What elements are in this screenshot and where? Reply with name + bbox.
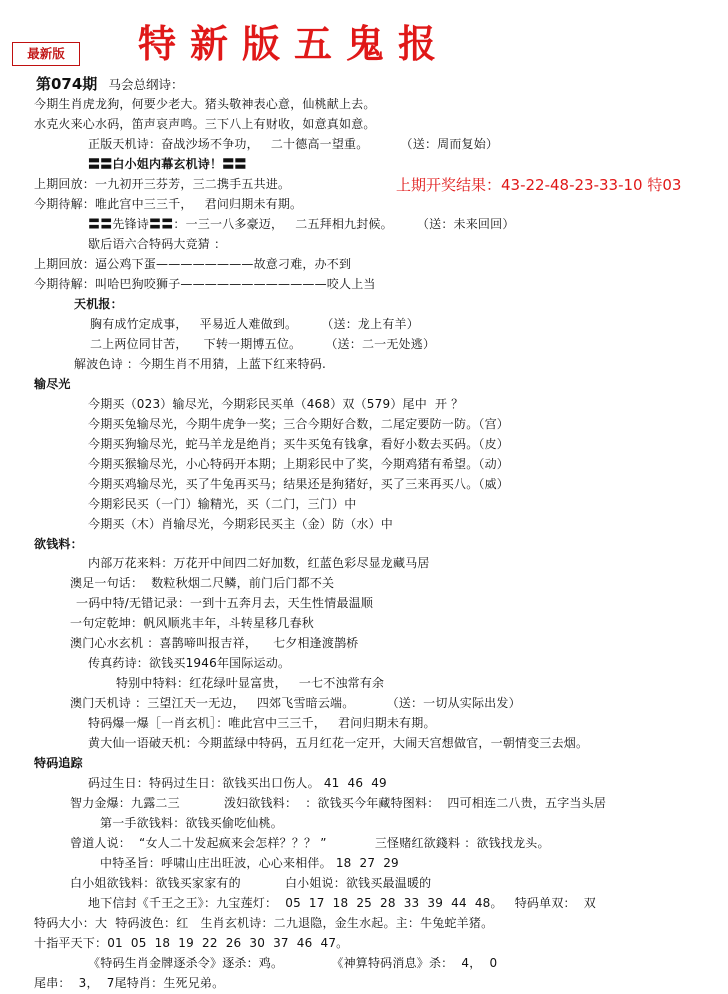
lose-all-22: 今期买（木）肖输尽光，今期彩民买主（金）防（水）中 xyxy=(88,517,394,531)
lose-all-16: 今期买（023）输尽光，今期彩民买单（468）双（579）尾中 开 ？ xyxy=(88,397,464,411)
birthday-code-35: 码过生日：特码过生日：欲钱买出口伤人。 41 46 49 xyxy=(88,776,387,790)
underground-envelope-41: 地下信封《千王之王》：九宝莲灯： 05 17 18 25 28 33 39 44 48。 特码单双： 双 xyxy=(88,896,596,910)
wave-color-poem-14: 解波色诗 ：今期生肖不用猜，上蓝下红来特码. xyxy=(74,357,327,371)
last-review-9: 上期回放：逼公鸡下蛋————————故意刁难，办不到 xyxy=(34,257,352,271)
one-code-record-26: 一码中特/无错记录：一到十五奔月去，天生性情最温顺 xyxy=(76,596,374,610)
lose-all-19: 今期买猴输尽光，小心特码开本期；上期彩民中了奖，今期鸡猪有希望。（动） xyxy=(88,457,510,471)
lose-all-17: 今期买兔输尽光，今期牛虎争一奖；三合今期好合数，二尾定要防一防。（宫） xyxy=(88,417,510,431)
ten-fingers-43: 十指平天下：01 05 18 19 22 26 30 37 46 47。 xyxy=(34,936,349,950)
tail-string-45: 尾串： 3， 7尾特肖：生死兄弟。 xyxy=(34,976,225,990)
poem-line-1: 今期生肖虎龙狗，何要少老大。猪头敬神表心意，仙桃献上去。 xyxy=(34,97,376,111)
lose-all-18: 今期买狗输尽光，蛇马羊龙是绝肖；买牛买兔有钱拿，看好小数去买码。（皮） xyxy=(88,437,510,451)
latest-edition-badge: 最新版 xyxy=(12,42,80,66)
tianji-report-heading-11: 天机报： xyxy=(74,297,123,311)
one-line-decide-27: 一句定乾坤：帆风顺兆丰年，斗转星移几春秋 xyxy=(70,616,315,630)
special-material-30: 特别中特料：红花绿叶显富贵， 一七不浊常有余 xyxy=(116,676,385,690)
to-solve-6: 今期待解：唯此宫中三三千， 君问归期未有期。 xyxy=(34,197,303,211)
first-hand-37: 第一手欲钱料：欲钱买偷吃仙桃。 xyxy=(100,816,284,830)
wong-tai-sin-33: 黄大仙一语破天机：今期蓝绿中特码，五月红花一定开，大闹天宫想做官，一朝情变三去烟。 xyxy=(88,736,589,750)
lose-all-heading-15: 输尽光 xyxy=(34,377,71,391)
issue-number xyxy=(36,74,184,95)
issue-subtitle: 马会总纲诗： xyxy=(108,77,184,92)
fax-poem-29: 传真药诗：欲钱买1946年国际运动。 xyxy=(88,656,291,670)
last-review-5: 上期回放：一九初开三芬芳，三二携手五共进。 xyxy=(34,177,291,191)
tianji-report-13: 二上两位同甘苦， 下转一期博五位。 （送：二一无处逃） xyxy=(90,337,436,351)
tianji-poem-3: 正版天机诗：奋战沙场不争功， 二十德高一望重。 （送：周而复始） xyxy=(88,137,499,151)
issue-label: 第074期 xyxy=(36,75,98,93)
macau-one-line-25: 澳足一句话： 数粒秋烟二尺鳞，前门后门都不关 xyxy=(70,576,335,590)
tianji-report-12: 胸有成竹定成事， 平易近人难做到。 （送：龙上有羊） xyxy=(90,317,419,331)
lose-all-20: 今期买鸡输尽光，买了牛兔再买马；结果还是狗猪好，买了三来再买八。（威） xyxy=(88,477,510,491)
macau-tianji-poem-31: 澳门天机诗 ：三望江天一无边， 四郊飞雪暗云端。 （送：一切从实际出发） xyxy=(70,696,521,710)
imperial-edict-39: 中特圣旨：呼啸山庄出旺波，心心来相伴。 18 27 29 xyxy=(100,856,399,870)
baixiaojie-heading-4: 〓〓白小姐内幕玄机诗！〓〓 xyxy=(88,157,247,171)
kill-order-44: 《特码生肖金牌逐杀令》逐杀：鸡。 《神算特码消息》杀： 4， 0 xyxy=(88,956,498,970)
to-solve-10: 今期待解：叫哈巴狗咬狮子————————————咬人上当 xyxy=(34,277,376,291)
code-size-color-42: 特码大小：大 特码波色：红 生肖玄机诗：二九退隐，金生水起。主：牛兔蛇羊猪。 xyxy=(34,916,494,930)
insider-flower-24: 内部万花来料：万花开中间四二好加数，红蓝色彩尽显龙藏马居 xyxy=(88,556,430,570)
lose-all-21: 今期彩民买（一门）输精光，买（二门，三门）中 xyxy=(88,497,357,511)
wisdom-burst-36: 智力金爆：九露二三 泼妇欲钱料： ：欲钱买今年藏特图料： 四可相连二八贵，五字当头居 xyxy=(70,796,607,810)
baixiaojie-material-40: 白小姐欲钱料：欲钱买家家有的 白小姐说：欲钱买最温暖的 xyxy=(70,876,432,890)
last-draw-result: 上期开奖结果：43-22-48-23-33-10 特03 xyxy=(396,176,682,194)
tracking-heading-34: 特码追踪 xyxy=(34,756,83,770)
page-title: 特新版五鬼报 xyxy=(138,21,451,66)
poem-line-2: 水克火来心水码，笛声哀声鸣。三下八上有财收，如意真如意。 xyxy=(34,117,376,131)
macau-heart-28: 澳门心水玄机 ：喜鹊啼叫报吉祥， 七夕相逢渡鹊桥 xyxy=(70,636,359,650)
special-code-burst-32: 特码爆一爆［一肖玄机］：唯此宫中三三千， 君问归期未有期。 xyxy=(88,716,436,730)
xiehouyu-heading-8: 歇后语六合特码大竞猜 ： xyxy=(88,237,227,251)
want-money-heading-23: 欲钱料： xyxy=(34,537,83,551)
pioneer-poem-7: 〓〓先锋诗〓〓：一三一八多豪迈， 二五拜相九封候。 （送：未来回回） xyxy=(88,217,515,231)
zeng-daoren-38: 曾道人说： “女人二十发起疯来会怎样？？？ ” 三怪赌红欲錢料 ：欲钱找龙头。 xyxy=(70,836,550,850)
